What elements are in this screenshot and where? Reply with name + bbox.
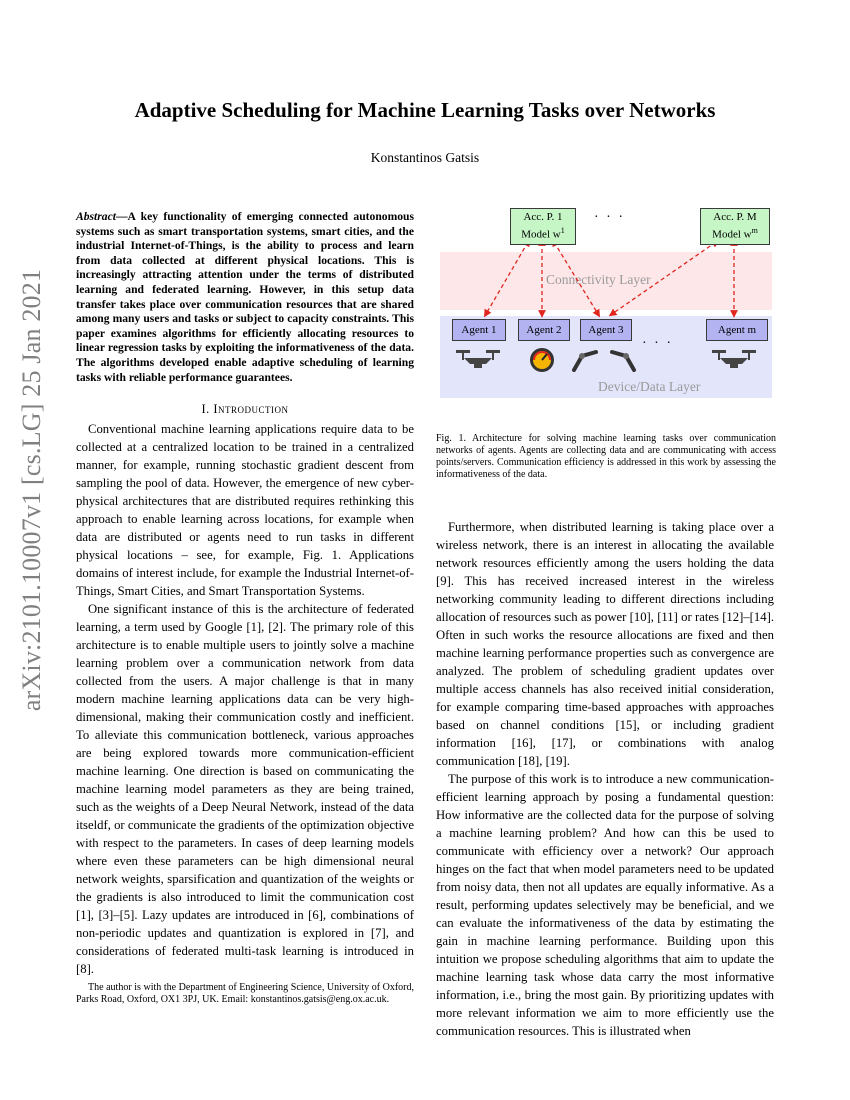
acc1-line2: Model $w^1$ <box>521 226 565 241</box>
abstract-label: Abstract <box>76 210 116 223</box>
arxiv-id-text: arXiv:2101.10007v1 [cs.LG] 25 Jan 2021 <box>17 268 46 712</box>
figure-architecture <box>436 196 776 406</box>
section-title: Introduction <box>213 402 289 416</box>
abstract-dash: — <box>115 210 128 223</box>
link-acc1-agent3 <box>554 242 598 314</box>
access-point-m <box>700 208 770 245</box>
right-column-body <box>436 518 774 1040</box>
agent-2: Agent 2 <box>518 319 570 341</box>
paragraph: Conventional machine learning applications require data to be collected at a centralized location to be trained in a centralized manner, for example, running stochastic gradient descent from sampling the pool of data. However, the emergence of new cyber-physical architectures that are distributed requires rethinking this approach to enable learning across locations, for example when data are distributed or agents need to run tasks in different physical locations – see, for example, Fig. 1. Applications domains of interest include, for example the Industrial Internet-of-Things, Smart Cities, and Smart Transportation Systems. <box>76 422 414 598</box>
agent-3: Agent 3 <box>580 319 632 341</box>
accm-line1: Acc. P. M <box>713 211 757 223</box>
agent-1: Agent 1 <box>452 319 506 341</box>
section-heading <box>76 402 414 417</box>
accm-line2: Model $w^m$ <box>712 226 758 241</box>
link-accm-agent3 <box>612 242 716 314</box>
abstract <box>76 210 414 385</box>
arxiv-side-identifier <box>12 268 52 712</box>
robot-arm-icon <box>568 346 640 374</box>
author-footnote: The author is with the Department of Engineering Science, University of Oxford, Parks Road, Oxford, OX1 3PJ, UK. Email: konstantinos.gatsis@eng.ox.ac.uk. <box>76 982 414 1005</box>
abstract-text: A key functionality of emerging connected autonomous systems such as smart transportation systems, smart cities, and the industrial Internet-of-Things, is the ability to process and learn from data collected at different physical locations. This is increasingly attracting attention under the terms of distributed learning and federated learning. However, in this setup data transfer takes place over communication resources that are shared among many users and tasks or subject to capacity constraints. This paper examines algorithms for efficiently allocating resources to linear regression tasks by exploiting the informativeness of the data. The algorithms developed enable adaptive scheduling of learning tasks with reliable performance guarantees. <box>76 210 414 384</box>
paper-title: Adaptive Scheduling for Machine Learning Tasks over Networks <box>134 98 716 122</box>
section-number: I. <box>201 402 210 416</box>
left-column-body <box>76 420 414 978</box>
access-point-dots: · · · <box>594 210 625 225</box>
acc1-line1: Acc. P. 1 <box>523 211 563 223</box>
figure-caption: Fig. 1. Architecture for solving machine learning tasks over communication networks of agents. Agents are collecting data and are communicating with access points/servers. Communication efficiency is addressed in this work by assessing the informativeness of the data. <box>436 433 776 480</box>
connectivity-layer-label: Connectivity Layer <box>546 272 651 287</box>
link-acc1-agent1 <box>486 242 528 314</box>
paper-author: Konstantinos Gatsis <box>370 150 480 165</box>
device-layer-label: Device/Data Layer <box>598 379 701 394</box>
agent-dots: · · · <box>642 336 673 351</box>
drone-icon <box>454 346 502 370</box>
gauge-icon <box>528 346 556 374</box>
paragraph: One significant instance of this is the architecture of federated learning, a term used by Google [1], [2]. The primary role of this architecture is to enable multiple users to jointly solve a machine learning problem over a communication network from data collected from the users. A major challenge is that in many modern machine learning applications data can be very high-dimensional, making their communication costly and inefficient. To alleviate this communication bottleneck, various approaches are being explored towards more communication-efficient machine learning. One direction is based on communicating the machine learning model parameters as they are being trained, such as the weights of a Deep Neural Network, instead of the data itseldf, or communicate the gradients of the optimization objective with respect to the parameters. In cases of deep learning models where even these parameters can be high dimensional neural network weights, sparsification and quantization of the weights or the gradients is also introduced to limit the communication cost [1], [3]–[5]. Lazy updates are introduced in [6], combinations of non-periodic updates and quantization is explored in [7], and considerations of federated multi-task learning is introduced in [8]. <box>76 602 414 976</box>
access-point-1 <box>510 208 576 245</box>
paragraph: The purpose of this work is to introduce a new communication-efficient learning approach by posing a fundamental question: How informative are the collected data for the purpose of solving a machine learning problem? And how can this be used to communicate with efficiency over a network? Our approach hinges on the fact that when model parameters need to be updated from noisy data, then not all updates are equally informative. As a result, performing updates selectively may be beneficial, and we can evaluate the informativeness of the data by estimating the gain in machine learning performance. Building upon this intuition we propose scheduling algorithms that aim to update the machine learning task whose data carry the most informative information, i.e., bring the most gain. By prioritizing updates with more relevant information we aim to more efficiently use the communication resources. This is illustrated when <box>436 772 774 1038</box>
agent-m: Agent m <box>706 319 768 341</box>
drone-icon <box>710 346 758 370</box>
paragraph: Furthermore, when distributed learning is taking place over a wireless network, there is an interest in allocating the available network resources efficiently among the users holding the data [9]. This has received increased interest in the wireless networking community leading to different directions including allocation of resources such as power [10], [11] or rates [12]–[14]. Often in such works the resource allocations are fixed and then machine learning performance properties such as convergence are analyzed. The problem of scheduling gradient updates over multiple access channels has also received initial consideration, for example comparing time-based approaches with approaches based on channel conditions [15], or including gradient information [16], [17], or combinations with analog communication [18], [19]. <box>436 520 774 768</box>
